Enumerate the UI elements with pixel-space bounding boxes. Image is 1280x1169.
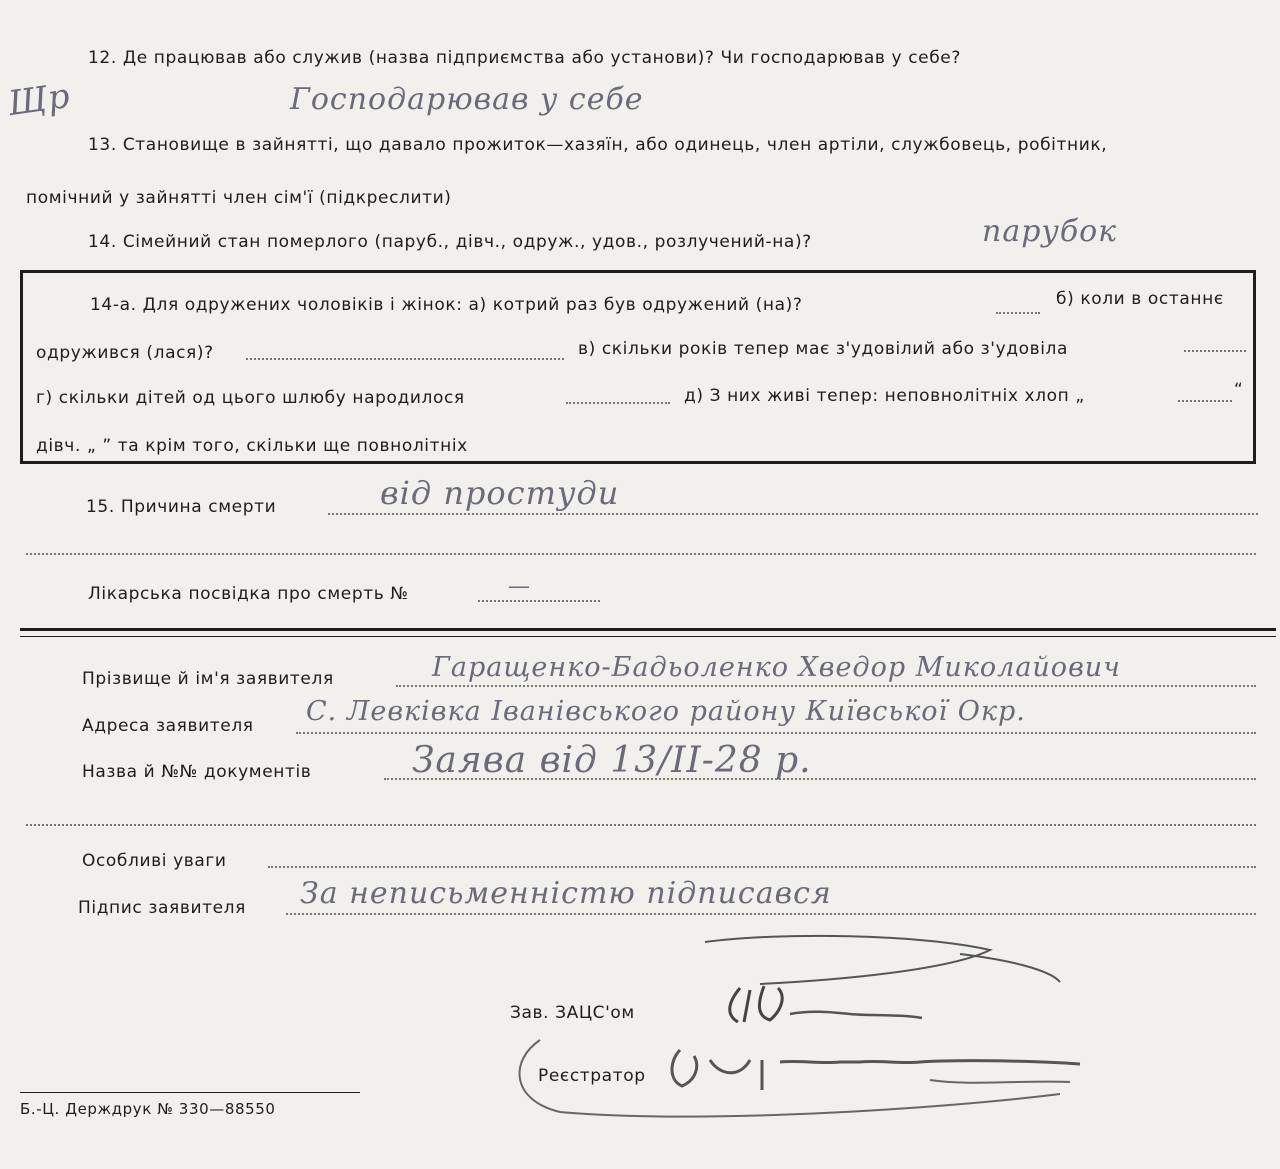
- q14a-g-field[interactable]: [566, 402, 670, 404]
- registrar-signature-graphic: [500, 1020, 1100, 1130]
- notes-field-line[interactable]: [268, 866, 1256, 868]
- q15-field-line: [328, 513, 1258, 515]
- q15-extra-line: [26, 553, 1256, 555]
- q14a-line1b: б) коли в останнє: [1056, 289, 1224, 309]
- medical-answer[interactable]: —: [508, 574, 531, 599]
- applicant-signature-value[interactable]: За неписьменністю підписався: [300, 876, 832, 911]
- q12-margin-note: Щр: [5, 75, 74, 125]
- q14a-line3b: д) З них живі тепер: неповнолітніх хлоп „: [684, 386, 1085, 406]
- q13-label-line2: помічний у зайнятті член сім'ї (підкреслити): [26, 188, 452, 208]
- q14a-line3c: “: [1234, 380, 1244, 400]
- applicant-docs-label: Назва й №№ документів: [82, 762, 312, 782]
- q14-label: 14. Сімейний стан померлого (паруб., дівч., одруж., удов., розлучений-на)?: [88, 232, 812, 252]
- applicant-address-value[interactable]: С. Левківка Іванівського району Київської Окр.: [306, 696, 1026, 727]
- q14a-v-field[interactable]: [1184, 350, 1246, 352]
- q13-label-line1: 13. Становище в зайнятті, що давало прожиток—хазяїн, або одинець, член артіли, службовець, робітник,: [88, 135, 1108, 155]
- q14a-line2b: в) скільки років тепер має з'удовілий або з'удовіла: [578, 339, 1069, 359]
- medical-label: Лікарська посвідка про смерть №: [88, 584, 409, 604]
- q14a-a-field[interactable]: [996, 312, 1040, 314]
- applicant-signature-line: [286, 913, 1256, 915]
- medical-field-line: [478, 600, 600, 602]
- applicant-signature-label: Підпис заявителя: [78, 898, 246, 918]
- printer-imprint: Б.-Ц. Держдрук № 330—88550: [20, 1100, 276, 1118]
- applicant-docs-value[interactable]: Заява від 13/II-28 р.: [412, 740, 812, 781]
- applicant-address-line: [296, 732, 1256, 734]
- q14a-line4: дівч. „ ” та крім того, скільки ще повнолітніх: [36, 436, 468, 456]
- q14-answer[interactable]: парубок: [982, 214, 1118, 249]
- divider-thin: [20, 636, 1276, 637]
- q12-label: 12. Де працював або служив (назва підприємства або установи)? Чи господарював у себе?: [88, 48, 961, 68]
- q14a-line1a: 14-а. Для одружених чоловіків і жінок: а) котрий раз був одружений (на)?: [90, 295, 803, 315]
- q12-answer[interactable]: Господарював у себе: [290, 82, 644, 117]
- applicant-extra-line: [26, 824, 1256, 826]
- q14a-d-boys-field[interactable]: [1178, 400, 1232, 402]
- head-label: Зав. ЗАЦС'ом: [510, 1003, 635, 1023]
- registrar-label: Реєстратор: [538, 1066, 646, 1086]
- footer-rule: [20, 1092, 360, 1093]
- q15-answer[interactable]: від простуди: [380, 474, 620, 512]
- applicant-name-line: [396, 685, 1256, 687]
- applicant-name-label: Прізвище й ім'я заявителя: [82, 669, 334, 689]
- applicant-name-value[interactable]: Гаращенко-Бадьоленко Хведор Миколайович: [432, 652, 1121, 683]
- q14a-line3a: г) скільки дітей од цього шлюбу народилося: [36, 388, 465, 408]
- q14a-line2a: одружився (лася)?: [36, 343, 214, 363]
- q14a-b-field[interactable]: [246, 358, 564, 360]
- applicant-address-label: Адреса заявителя: [82, 716, 254, 736]
- notes-label: Особливі уваги: [82, 851, 227, 871]
- q15-label: 15. Причина смерти: [86, 497, 277, 517]
- divider-thick: [20, 628, 1276, 631]
